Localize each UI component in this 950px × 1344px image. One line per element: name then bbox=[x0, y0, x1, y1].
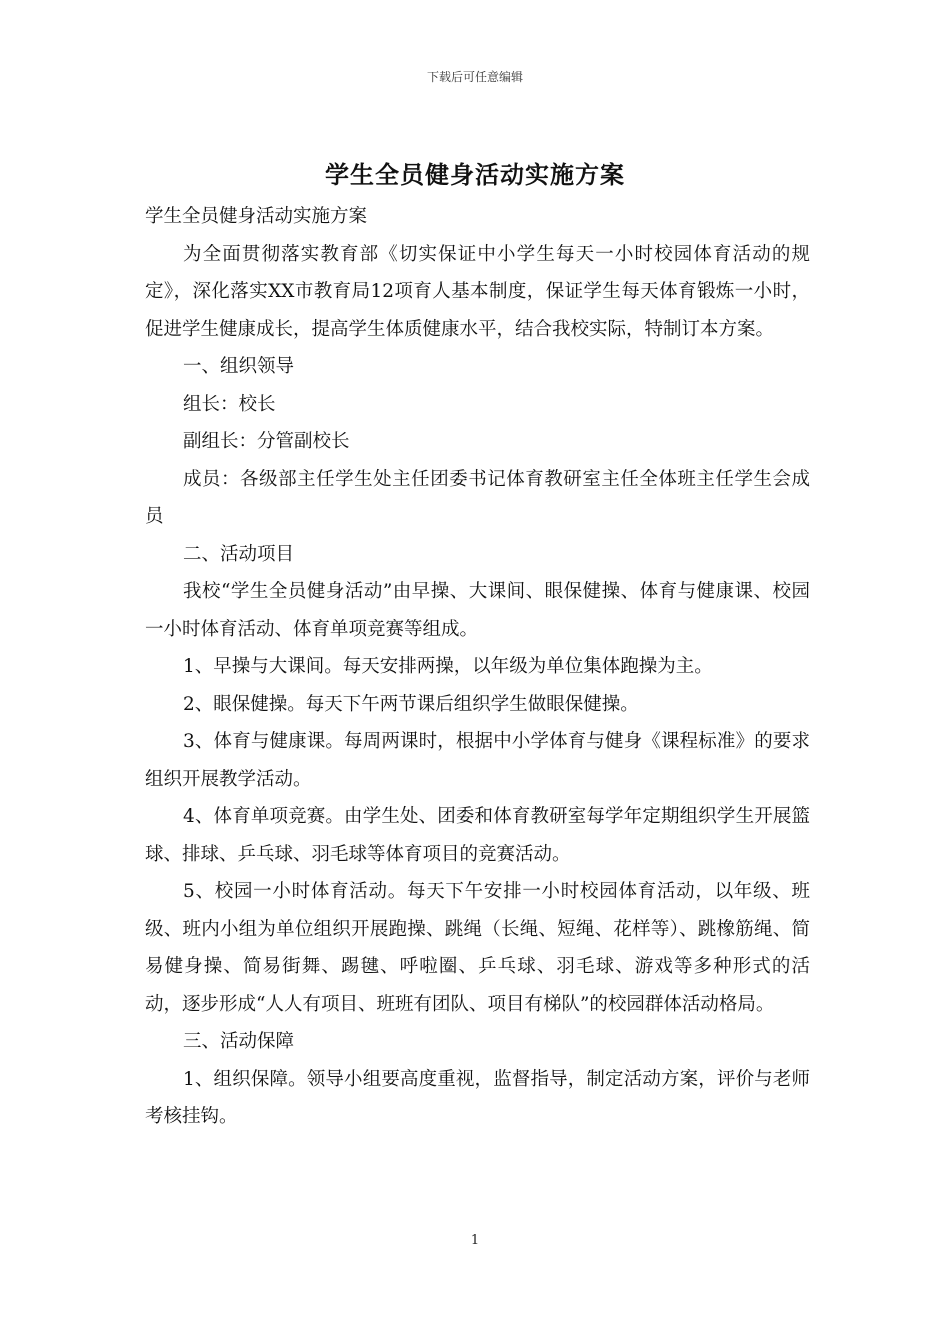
page-number: 1 bbox=[470, 1233, 480, 1248]
activity-item-1: 1、早操与大课间。每天安排两操，以年级为单位集体跑操为主。 bbox=[183, 656, 713, 677]
document-body bbox=[145, 198, 810, 1136]
activity-item-2: 2、眼保健操。每天下午两节课后组织学生做眼保健操。 bbox=[183, 693, 639, 715]
leader-line: 组长：校长 bbox=[183, 393, 276, 415]
section-heading-organization: 一、组织领导 bbox=[183, 356, 295, 377]
section-heading-support: 三、活动保障 bbox=[183, 1031, 295, 1052]
intro-paragraph: 为全面贯彻落实教育部《切实保证中小学生每天一小时校园体育活动的规定》，深化落实XX市教育局12项育人基本制度，保证学生每天体育锻炼一小时，促进学生健康成长，提高学生体质健康水平，结合我校实际，特制订本方案。 bbox=[145, 243, 810, 340]
activities-intro-paragraph: 我校“学生全员健身活动”由早操、大课间、眼保健操、体育与健康课、校园一小时体育活动、体育单项竞赛等组成。 bbox=[145, 581, 810, 640]
activity-item-4: 4、体育单项竞赛。由学生处、团委和体育教研室每学年定期组织学生开展篮球、排球、乒乓球、羽毛球等体育项目的竞赛活动。 bbox=[145, 806, 810, 865]
members-paragraph: 成员：各级部主任学生处主任团委书记体育教研室主任全体班主任学生会成员 bbox=[145, 468, 810, 527]
support-item-1: 1、组织保障。领导小组要高度重视，监督指导，制定活动方案，评价与老师考核挂钩。 bbox=[145, 1068, 810, 1127]
deputy-leader-line: 副组长：分管副校长 bbox=[183, 431, 350, 452]
document-title: 学生全员健身活动实施方案 bbox=[325, 160, 625, 189]
section-heading-activities: 二、活动项目 bbox=[183, 543, 295, 565]
subtitle-paragraph: 学生全员健身活动实施方案 bbox=[145, 206, 368, 227]
page-header-note: 下载后可任意编辑 bbox=[426, 70, 523, 84]
activity-item-5: 5、校园一小时体育活动。每天下午安排一小时校园体育活动，以年级、班级、班内小组为单位组织开展跑操、跳绳（长绳、短绳、花样等）、跳橡筋绳、简易健身操、简易街舞、踢毽、呼啦圈、乒乓球、羽毛球、游戏等多种形式的活动，逐步形成“人人有项目、班班有团队、项目有梯队”的校园群体活动格局。 bbox=[145, 881, 810, 1015]
activity-item-3: 3、体育与健康课。每周两课时，根据中小学体育与健身《课程标准》的要求组织开展教学活动。 bbox=[145, 731, 810, 790]
